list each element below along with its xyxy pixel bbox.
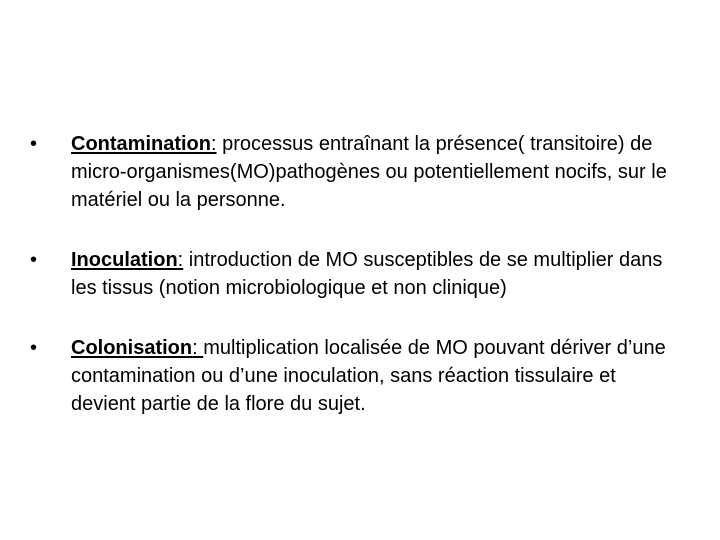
bullet-icon: • <box>30 249 38 271</box>
term-colon: : <box>177 249 184 271</box>
definition-text: processus entraînant la présence( transitoire) de micro-organismes(MO)pathogènes ou potentiellement nocifs, sur le matériel ou la personne. <box>71 133 667 211</box>
bullet-icon: • <box>30 337 38 359</box>
definition-term: Contamination <box>71 133 211 155</box>
definition-term: Colonisation <box>71 337 193 359</box>
definition-term: Inoculation <box>71 249 178 271</box>
definition-item-contamination <box>30 130 680 214</box>
term-colon: : <box>211 133 217 155</box>
term-colon: : <box>192 337 204 359</box>
definition-list <box>30 130 680 418</box>
definition-item-inoculation <box>30 246 680 302</box>
bullet-icon: • <box>30 133 38 155</box>
definition-text: multiplication localisée de MO pouvant dériver d’une contamination ou d’une inoculation, sans réaction tissulaire et devient partie de la flore du sujet. <box>71 337 666 415</box>
definition-item-colonisation <box>30 334 680 418</box>
definition-text: introduction de MO susceptibles de se multiplier dans les tissus (notion microbiologique et non clinique) <box>71 249 663 299</box>
